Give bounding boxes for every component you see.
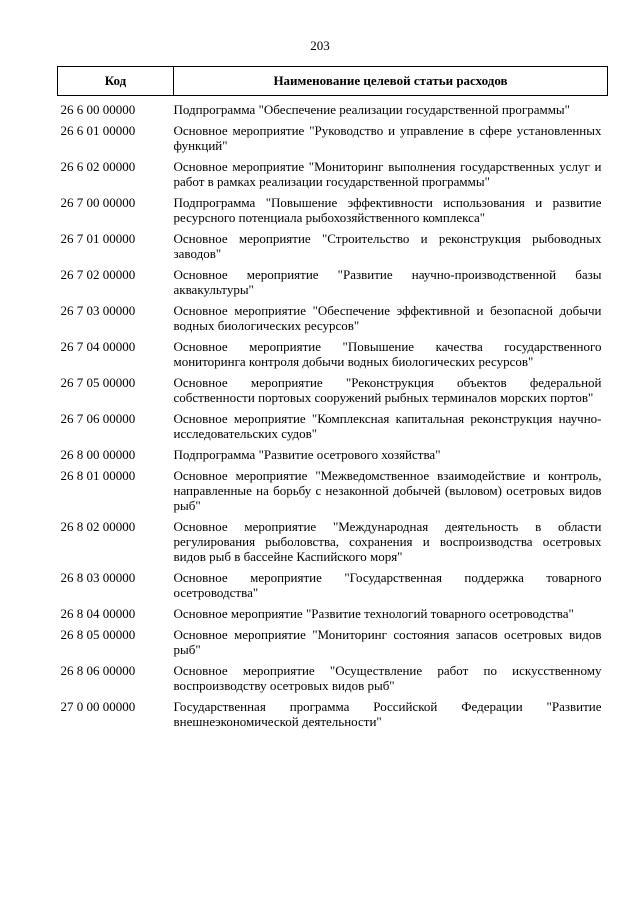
row-code: 26 6 00 00000: [60, 102, 136, 117]
row-code: 26 7 00 00000: [60, 195, 136, 210]
row-name: Основное мероприятие "Мониторинг выполнения государственных услуг и работ в рамках реализации государственной программы": [173, 159, 602, 189]
table-row: [58, 627, 608, 657]
table-row: [58, 447, 608, 462]
table-header-row: [58, 67, 608, 96]
row-name: Основное мероприятие "Мониторинг состояния запасов осетровых видов рыб": [173, 627, 602, 657]
row-code: 26 8 04 00000: [60, 606, 136, 621]
row-name: Основное мероприятие "Развитие научно-производственной базы аквакультуры": [173, 267, 602, 297]
row-name: Основное мероприятие "Осуществление работ по искусственному воспроизводству осетровых видов рыб": [173, 663, 602, 693]
row-code: 26 7 03 00000: [60, 303, 136, 318]
page-number: 203: [310, 38, 330, 53]
row-code: 26 8 02 00000: [60, 519, 136, 534]
row-name: Основное мероприятие "Развитие технологий товарного осетроводства": [173, 606, 574, 621]
row-code: 26 8 03 00000: [60, 570, 136, 585]
table-row: [58, 699, 608, 729]
budget-codes-table: [57, 66, 608, 729]
table-row: [58, 195, 608, 225]
table-row: [58, 123, 608, 153]
table-row: [58, 339, 608, 369]
row-code: 26 8 05 00000: [60, 627, 136, 642]
table-row: [58, 102, 608, 117]
table-body: [58, 96, 608, 730]
row-code: 26 7 01 00000: [60, 231, 136, 246]
table-row: [58, 375, 608, 405]
row-name: Подпрограмма "Повышение эффективности использования и развитие ресурсного потенциала рыбохозяйственного комплекса": [173, 195, 602, 225]
row-code: 26 8 01 00000: [60, 468, 136, 483]
table-row: [58, 159, 608, 189]
row-code: 26 7 02 00000: [60, 267, 136, 282]
table-row: [58, 663, 608, 693]
row-name: Основное мероприятие "Руководство и управление в сфере установленных функций": [173, 123, 602, 153]
column-header-name: Наименование целевой статьи расходов: [174, 67, 608, 96]
row-name: Основное мероприятие "Международная деятельность в области регулирования рыболовства, сохранения и воспроизводства осетровых видов рыб в бассейне Каспийского моря": [173, 519, 602, 564]
row-name: Основное мероприятие "Обеспечение эффективной и безопасной добычи водных биологических ресурсов": [173, 303, 602, 333]
table-row: [58, 267, 608, 297]
row-name: Основное мероприятие "Реконструкция объектов федеральной собственности портовых сооружений рыбных терминалов морских портов": [173, 375, 602, 405]
row-code: 27 0 00 00000: [60, 699, 136, 714]
row-name: Основное мероприятие "Межведомственное взаимодействие и контроль, направленные на борьбу с незаконной добычей (выловом) осетровых видов рыб": [173, 468, 602, 513]
row-name: Основное мероприятие "Повышение качества государственного мониторинга контроля добычи водных биологических ресурсов": [173, 339, 602, 369]
table-row: [58, 570, 608, 600]
row-name: Основное мероприятие "Комплексная капитальная реконструкция научно-исследовательских судов": [173, 411, 602, 441]
row-code: 26 7 06 00000: [60, 411, 136, 426]
row-code: 26 8 00 00000: [60, 447, 136, 462]
row-code: 26 7 05 00000: [60, 375, 136, 390]
row-code: 26 6 02 00000: [60, 159, 136, 174]
row-name: Основное мероприятие "Государственная поддержка товарного осетроводства": [173, 570, 602, 600]
row-name: Основное мероприятие "Строительство и реконструкция рыбоводных заводов": [173, 231, 602, 261]
row-code: 26 6 01 00000: [60, 123, 136, 138]
row-name: Государственная программа Российской Федерации "Развитие внешнеэкономической деятельности": [173, 699, 602, 729]
table-row: [58, 411, 608, 441]
table-row: [58, 519, 608, 564]
table-row: [58, 468, 608, 513]
row-code: 26 8 06 00000: [60, 663, 136, 678]
table-row: [58, 606, 608, 621]
column-header-code: Код: [58, 67, 174, 96]
row-name: Подпрограмма "Обеспечение реализации государственной программы": [173, 102, 570, 117]
row-code: 26 7 04 00000: [60, 339, 136, 354]
row-name: Подпрограмма "Развитие осетрового хозяйства": [173, 447, 441, 462]
table-row: [58, 303, 608, 333]
table-row: [58, 231, 608, 261]
